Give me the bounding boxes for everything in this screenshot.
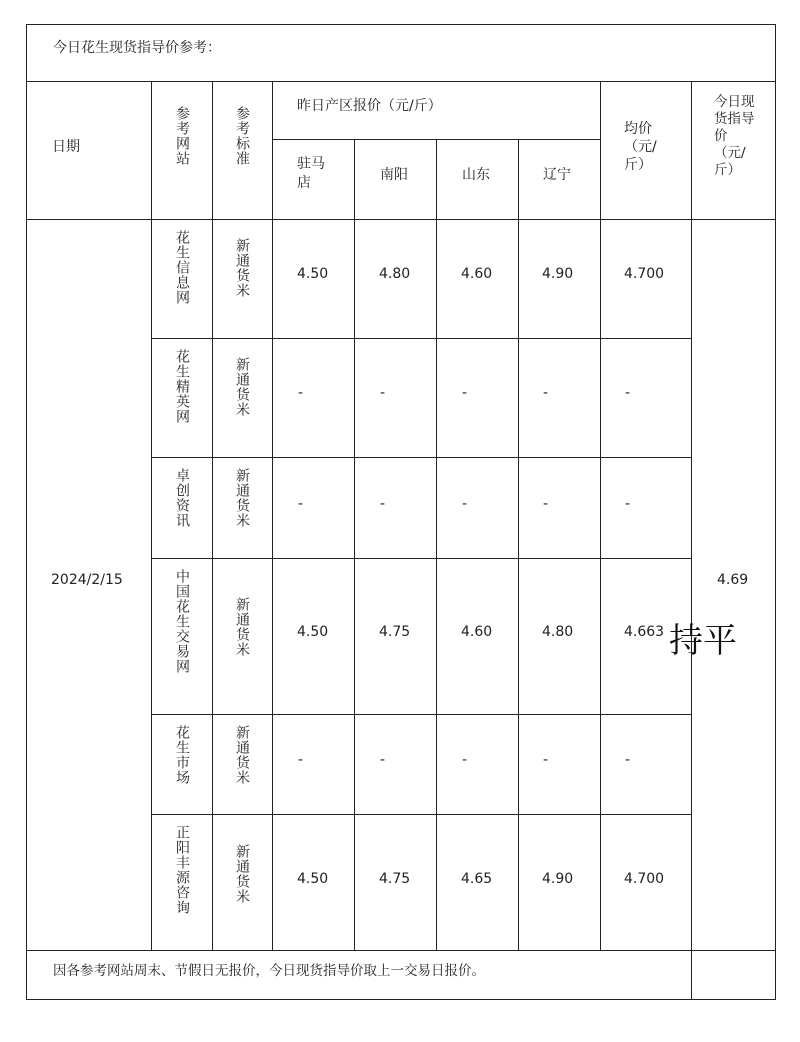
col-divider xyxy=(436,139,437,951)
row-6-price-nanyang: 4.75 xyxy=(379,871,411,887)
col-divider xyxy=(600,81,601,951)
row-4-standard: 新通货米 xyxy=(234,597,250,657)
row-3-price-zhumadian: - xyxy=(298,496,304,512)
row-5-standard: 新通货米 xyxy=(234,725,250,785)
row-2-price-nanyang: - xyxy=(380,385,386,401)
row-1-price-zhumadian: 4.50 xyxy=(297,266,329,282)
row-5-price-shandong: - xyxy=(462,752,468,768)
row-5-price-zhumadian: - xyxy=(298,752,304,768)
table-border-right xyxy=(775,24,776,1000)
header-region-liaoning: 辽宁 xyxy=(543,167,571,183)
col-divider xyxy=(518,139,519,951)
row-5-avg: - xyxy=(625,752,631,768)
header-site: 参考网站 xyxy=(174,106,190,166)
row-divider xyxy=(151,338,692,339)
row-1-price-nanyang: 4.80 xyxy=(379,266,411,282)
table-border-bottom xyxy=(26,999,776,1000)
row-4-price-nanyang: 4.75 xyxy=(379,624,411,640)
table-border-left xyxy=(26,24,27,1000)
header-region-group: 昨日产区报价（元/斤） xyxy=(297,98,442,114)
row-6-standard: 新通货米 xyxy=(234,844,250,904)
row-6-price-zhumadian: 4.50 xyxy=(297,871,329,887)
header-region-shandong: 山东 xyxy=(462,167,490,183)
row-1-price-liaoning: 4.90 xyxy=(542,266,574,282)
row-4-site: 中国花生交易网 xyxy=(174,569,190,674)
table-border-top xyxy=(26,24,776,25)
date-cell: 2024/2/15 xyxy=(51,572,123,588)
row-3-site: 卓创资讯 xyxy=(174,468,190,528)
row-2-avg: - xyxy=(625,385,631,401)
row-2-price-liaoning: - xyxy=(543,385,549,401)
header-standard: 参考标准 xyxy=(234,106,250,166)
trend-stamp: 持平 xyxy=(669,621,737,661)
row-2-site: 花生精英网 xyxy=(174,349,190,424)
header-avg: 均价（元/斤） xyxy=(624,121,657,173)
row-2-price-shandong: - xyxy=(462,385,468,401)
row-divider xyxy=(26,81,776,82)
col-divider xyxy=(691,81,692,1000)
col-divider xyxy=(212,81,213,951)
row-divider xyxy=(151,714,692,715)
col-divider xyxy=(272,81,273,951)
row-3-price-nanyang: - xyxy=(380,496,386,512)
row-1-avg: 4.700 xyxy=(624,266,665,282)
row-divider xyxy=(151,558,692,559)
row-divider xyxy=(26,950,776,951)
footnote: 因各参考网站周末、节假日无报价，今日现货指导价取上一交易日报价。 xyxy=(53,963,485,979)
header-guide: 今日现货指导价（元/斤） xyxy=(714,94,755,178)
row-3-standard: 新通货米 xyxy=(234,468,250,528)
row-1-standard: 新通货米 xyxy=(234,238,250,298)
intro-text: 今日花生现货指导价参考： xyxy=(53,40,221,56)
row-2-price-zhumadian: - xyxy=(298,385,304,401)
row-6-avg: 4.700 xyxy=(624,871,665,887)
row-5-price-nanyang: - xyxy=(380,752,386,768)
row-4-price-liaoning: 4.80 xyxy=(542,624,574,640)
price-table xyxy=(26,24,776,1000)
row-6-price-liaoning: 4.90 xyxy=(542,871,574,887)
header-region-nanyang: 南阳 xyxy=(380,167,408,183)
col-divider xyxy=(354,139,355,951)
row-4-price-zhumadian: 4.50 xyxy=(297,624,329,640)
row-3-avg: - xyxy=(625,496,631,512)
row-5-price-liaoning: - xyxy=(543,752,549,768)
row-1-site: 花生信息网 xyxy=(174,230,190,305)
row-divider xyxy=(151,457,692,458)
col-divider xyxy=(151,81,152,951)
row-6-price-shandong: 4.65 xyxy=(461,871,493,887)
row-1-price-shandong: 4.60 xyxy=(461,266,493,282)
row-4-price-shandong: 4.60 xyxy=(461,624,493,640)
row-4-avg: 4.663 xyxy=(624,624,665,640)
row-divider xyxy=(26,219,776,220)
row-3-price-shandong: - xyxy=(462,496,468,512)
row-3-price-liaoning: - xyxy=(543,496,549,512)
row-5-site: 花生市场 xyxy=(174,725,190,785)
row-2-standard: 新通货米 xyxy=(234,357,250,417)
header-date: 日期 xyxy=(52,139,80,155)
row-6-site: 正阳丰源咨询 xyxy=(174,825,190,915)
guide-price: 4.69 xyxy=(717,572,749,588)
header-region-zhumadian: 驻马店 xyxy=(297,156,325,191)
